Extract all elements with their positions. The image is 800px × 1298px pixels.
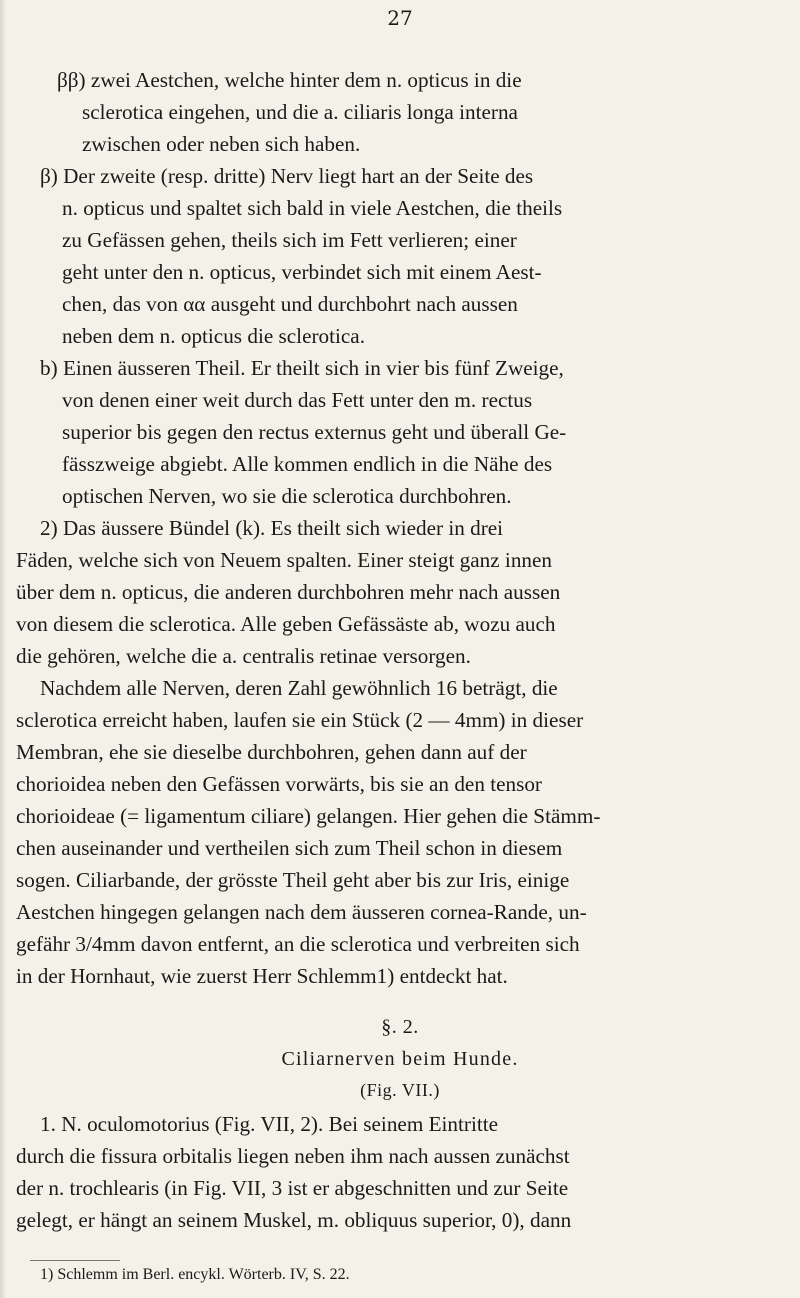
footnote: 1) Schlemm im Berl. encykl. Wörterb. IV, S. 22. [40,1266,350,1283]
text-line: Membran, ehe sie dieselbe durchbohren, gehen dann auf der [16,740,527,764]
text-line: β) Der zweite (resp. dritte) Nerv liegt hart an der Seite des [40,164,534,188]
text-line: Fäden, welche sich von Neuem spalten. Einer steigt ganz innen [16,548,552,572]
text-line: sogen. Ciliarbande, der grösste Theil geht aber bis zur Iris, einige [16,868,570,892]
text-line: zwischen oder neben sich haben. [82,132,361,156]
text-line: gefähr 3/4mm davon entfernt, an die sclerotica und verbreiten sich [16,932,580,956]
text-line: n. opticus und spaltet sich bald in viele Aestchen, die theils [62,196,563,220]
page-edge-shadow [0,0,6,1298]
text-line: optischen Nerven, wo sie die sclerotica durchbohren. [62,484,512,508]
text-line: Nachdem alle Nerven, deren Zahl gewöhnlich 16 beträgt, die [40,676,558,700]
page-number: 27 [387,6,413,30]
text-line: zu Gefässen gehen, theils sich im Fett verlieren; einer [62,228,517,252]
text-line: chorioidea neben den Gefässen vorwärts, bis sie an den tensor [16,772,542,796]
text-line: chen, das von αα ausgeht und durchbohrt nach aussen [62,292,518,316]
text-line: b) Einen äusseren Theil. Er theilt sich in vier bis fünf Zweige, [40,356,564,380]
text-line: 2) Das äussere Bündel (k). Es theilt sich wieder in drei [40,516,504,540]
text-line: gelegt, er hängt an seinem Muskel, m. obliquus superior, 0), dann [16,1208,572,1232]
text-line: 1. N. oculomotorius (Fig. VII, 2). Bei seinem Eintritte [40,1112,499,1136]
text-line: sclerotica erreicht haben, laufen sie ein Stück (2 — 4mm) in dieser [16,708,584,732]
text-line: superior bis gegen den rectus externus geht und überall Ge- [62,420,567,444]
text-line: von diesem die sclerotica. Alle geben Gefässäste ab, wozu auch [16,612,556,636]
text-line: von denen einer weit durch das Fett unter den m. rectus [62,388,533,412]
text-line: über dem n. opticus, die anderen durchbohren mehr nach aussen [16,580,561,604]
figure-reference: (Fig. VII.) [360,1080,440,1100]
text-line: in der Hornhaut, wie zuerst Herr Schlemm1) entdeckt hat. [16,964,508,988]
text-line: der n. trochlearis (in Fig. VII, 3 ist er abgeschnitten und zur Seite [16,1176,569,1200]
section-title: Ciliarnerven beim Hunde. [281,1048,519,1070]
text-line: Aestchen hingegen gelangen nach dem äusseren cornea-Rande, un- [16,900,587,924]
text-line: neben dem n. opticus die sclerotica. [62,324,365,348]
text-line: chorioideae (= ligamentum ciliare) gelangen. Hier gehen die Stämm- [16,804,601,828]
text-line: fässzweige abgiebt. Alle kommen endlich in die Nähe des [62,452,553,476]
text-line: chen auseinander und vertheilen sich zum Theil schon in diesem [16,836,563,860]
text-line: ββ) zwei Aestchen, welche hinter dem n. opticus in die [57,68,522,92]
section-number: §. 2. [381,1016,419,1038]
text-line: sclerotica eingehen, und die a. ciliaris longa interna [82,100,518,124]
text-line: die gehören, welche die a. centralis retinae versorgen. [16,644,471,668]
text-line: durch die fissura orbitalis liegen neben ihm nach aussen zunächst [16,1144,570,1168]
footnote-separator [30,1260,120,1261]
text-line: geht unter den n. opticus, verbindet sich mit einem Aest- [62,260,542,284]
